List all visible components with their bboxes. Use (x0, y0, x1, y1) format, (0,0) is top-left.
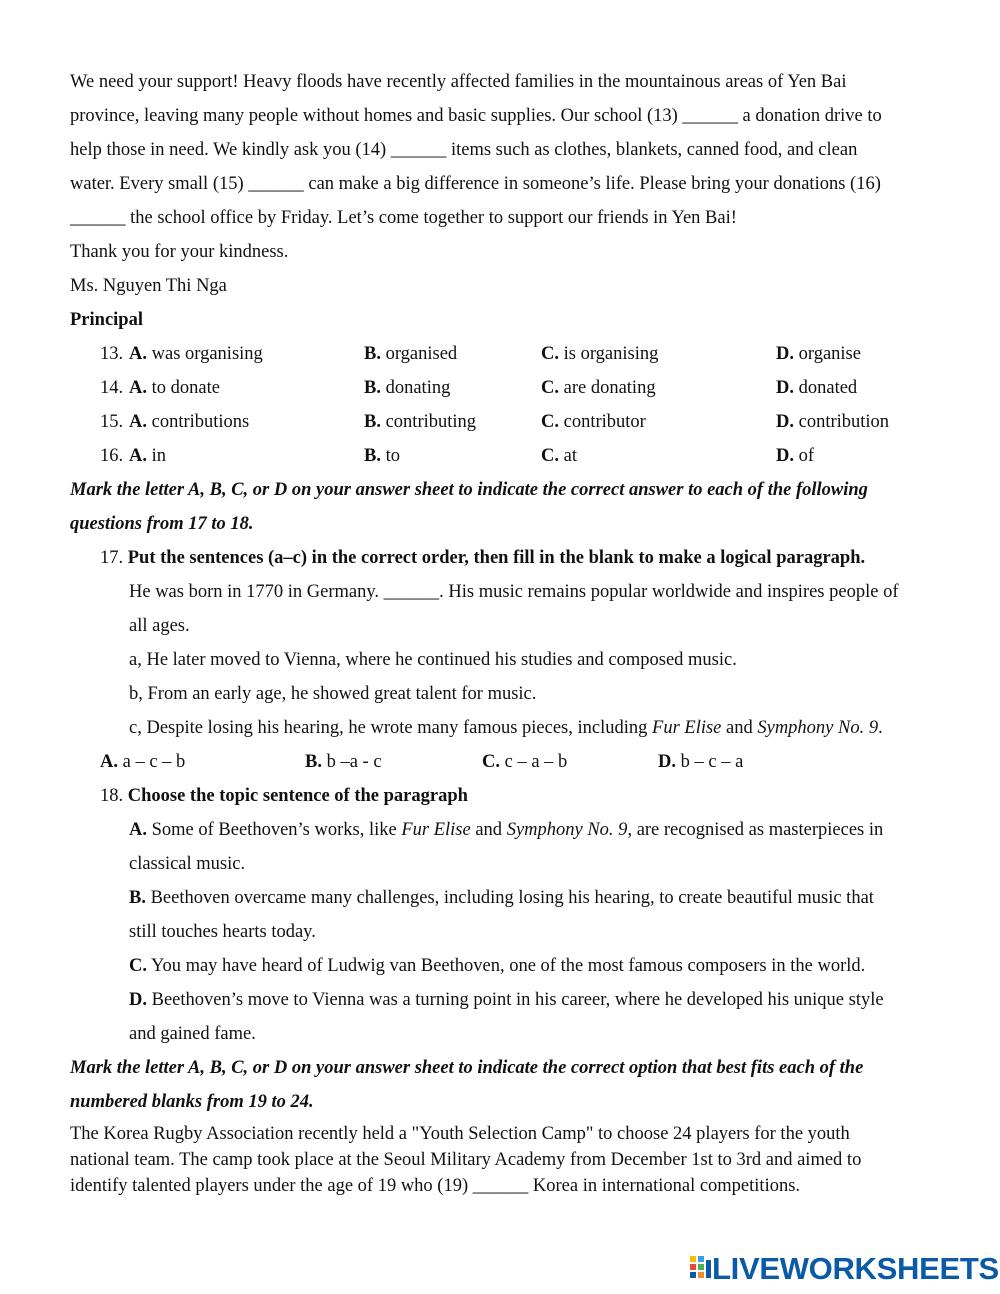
option-letter: A. (129, 820, 147, 840)
option-text: of (798, 446, 815, 466)
option-text: donated (798, 378, 858, 398)
option-letter: B. (364, 344, 381, 364)
question-number: 14. (100, 378, 124, 398)
option-text: donating (385, 378, 451, 398)
option-d[interactable] (776, 410, 889, 434)
option-text: Beethoven overcame many challenges, including losing his hearing, to create beautiful music that (145, 888, 874, 908)
option-text: Beethoven’s move to Vienna was a turning point in his career, where he developed his unique style (147, 990, 884, 1010)
passage-line-2: national team. The camp took place at the Seoul Military Academy from December 1st to 3rd and aimed to (70, 1150, 862, 1170)
passage-line-1: The Korea Rugby Association recently held a "Youth Selection Camp" to choose 24 players for the youth (70, 1124, 850, 1144)
sentence-text: c, Despite losing his hearing, he wrote many famous pieces, including (129, 718, 653, 738)
option-text: Some of Beethoven’s works, like (147, 820, 402, 840)
option-letter: A. (100, 752, 118, 772)
option-letter: A. (129, 446, 147, 466)
option-b[interactable] (364, 342, 457, 366)
option-text: contributing (385, 412, 477, 432)
option-letter: C. (541, 344, 559, 364)
option-d[interactable] (776, 342, 861, 366)
q17-option-b[interactable] (305, 750, 382, 774)
liveworksheets-logo-icon (690, 1256, 712, 1282)
option-letter: C. (482, 752, 500, 772)
option-letter: D. (776, 412, 794, 432)
option-letter: B. (364, 446, 381, 466)
q17-body-line-1: He was born in 1770 in Germany. ______. His music remains popular worldwide and inspires people of (129, 582, 899, 602)
option-c[interactable] (541, 376, 656, 400)
q18-option-b[interactable] (129, 886, 874, 910)
q17-sentence-b: b, From an early age, he showed great talent for music. (129, 684, 537, 704)
option-letter: C. (541, 378, 559, 398)
instruction-17-18-line-1: Mark the letter A, B, C, or D on your answer sheet to indicate the correct answer to each of the following (70, 480, 868, 500)
intro-line-5: ______ the school office by Friday. Let’s come together to support our friends in Yen Bai! (70, 208, 737, 228)
instruction-19-24-line-1: Mark the letter A, B, C, or D on your answer sheet to indicate the correct option that best fits each of the (70, 1058, 864, 1078)
option-text: are donating (563, 378, 656, 398)
option-a[interactable] (129, 376, 220, 400)
question-number: 16. (100, 446, 124, 466)
option-c[interactable] (541, 410, 646, 434)
option-letter: B. (364, 378, 381, 398)
option-b[interactable] (364, 376, 450, 400)
option-text: at (563, 446, 577, 466)
option-letter: A. (129, 378, 147, 398)
option-letter: C. (129, 956, 147, 976)
question-prompt: Put the sentences (a–c) in the correct order, then fill in the blank to make a logical paragraph. (127, 548, 866, 568)
instruction-19-24-line-2: numbered blanks from 19 to 24. (70, 1092, 314, 1112)
option-letter: B. (305, 752, 322, 772)
signer-name: Ms. Nguyen Thi Nga (70, 276, 227, 296)
option-a[interactable] (129, 410, 249, 434)
question-number: 17. (100, 548, 124, 568)
option-d[interactable] (776, 376, 857, 400)
option-a[interactable] (129, 444, 166, 468)
option-text: is organising (563, 344, 659, 364)
q18-option-a-line-2: classical music. (129, 854, 246, 874)
option-text: c – a – b (504, 752, 568, 772)
passage-line-3: identify talented players under the age of 19 who (19) ______ Korea in international competitions. (70, 1176, 801, 1196)
option-letter: B. (364, 412, 381, 432)
question-18-header (100, 784, 468, 808)
option-text: was organising (151, 344, 263, 364)
liveworksheets-logo[interactable] (690, 1252, 999, 1286)
option-letter: D. (776, 344, 794, 364)
option-text: to donate (151, 378, 220, 398)
option-text: , are recognised as masterpieces in (627, 820, 884, 840)
q17-option-d[interactable] (658, 750, 743, 774)
option-text: contributor (563, 412, 646, 432)
logo-wordmark: LIVEWORKSHEETS (712, 1251, 999, 1286)
option-letter: D. (129, 990, 147, 1010)
question-17-header (100, 546, 865, 570)
sentence-text: and (721, 718, 758, 738)
signer-role: Principal (70, 310, 143, 330)
option-text: and (470, 820, 507, 840)
q17-sentence-c (129, 716, 883, 740)
option-letter: B. (129, 888, 146, 908)
option-letter: D. (776, 378, 794, 398)
option-text: in (151, 446, 167, 466)
question-number: 18. (100, 786, 124, 806)
question-number: 15. (100, 412, 124, 432)
option-c[interactable] (541, 444, 577, 468)
work-title: Symphony No. 9 (757, 718, 879, 738)
instruction-17-18-line-2: questions from 17 to 18. (70, 514, 254, 534)
option-text: contributions (151, 412, 250, 432)
option-d[interactable] (776, 444, 814, 468)
option-b[interactable] (364, 410, 476, 434)
q18-option-a[interactable] (129, 818, 883, 842)
option-letter: C. (541, 412, 559, 432)
question-prompt: Choose the topic sentence of the paragraph (127, 786, 468, 806)
intro-line-2: province, leaving many people without homes and basic supplies. Our school (13) ______ a donation drive to (70, 106, 882, 126)
option-letter: D. (658, 752, 676, 772)
work-title: Fur Elise (401, 820, 471, 840)
option-text: You may have heard of Ludwig van Beethoven, one of the most famous composers in the world. (147, 956, 866, 976)
q18-option-d-line-2: and gained fame. (129, 1024, 256, 1044)
option-text: b –a - c (326, 752, 382, 772)
intro-line-1: We need your support! Heavy floods have recently affected families in the mountainous areas of Yen Bai (70, 72, 847, 92)
q18-option-c[interactable] (129, 954, 865, 978)
q17-body-line-2: all ages. (129, 616, 190, 636)
option-text: contribution (798, 412, 890, 432)
intro-line-4: water. Every small (15) ______ can make a big difference in someone’s life. Please bring your donations (16) (70, 174, 881, 194)
option-b[interactable] (364, 444, 400, 468)
intro-line-3: help those in need. We kindly ask you (14) ______ items such as clothes, blankets, canned food, and clean (70, 140, 858, 160)
q17-option-c[interactable] (482, 750, 567, 774)
work-title: Symphony No. 9 (506, 820, 628, 840)
q18-option-d[interactable] (129, 988, 884, 1012)
thanks-line: Thank you for your kindness. (70, 242, 289, 262)
q17-sentence-a: a, He later moved to Vienna, where he continued his studies and composed music. (129, 650, 737, 670)
option-letter: A. (129, 412, 147, 432)
q17-option-a[interactable] (100, 750, 185, 774)
option-letter: C. (541, 446, 559, 466)
option-text: a – c – b (122, 752, 186, 772)
option-text: to (385, 446, 400, 466)
option-text: organised (385, 344, 458, 364)
option-text: b – c – a (680, 752, 744, 772)
option-letter: D. (776, 446, 794, 466)
option-letter: A. (129, 344, 147, 364)
option-c[interactable] (541, 342, 658, 366)
option-a[interactable] (129, 342, 263, 366)
option-text: organise (798, 344, 861, 364)
q18-option-b-line-2: still touches hearts today. (129, 922, 316, 942)
work-title: Fur Elise (652, 718, 722, 738)
sentence-text: . (878, 718, 883, 738)
question-number: 13. (100, 344, 124, 364)
